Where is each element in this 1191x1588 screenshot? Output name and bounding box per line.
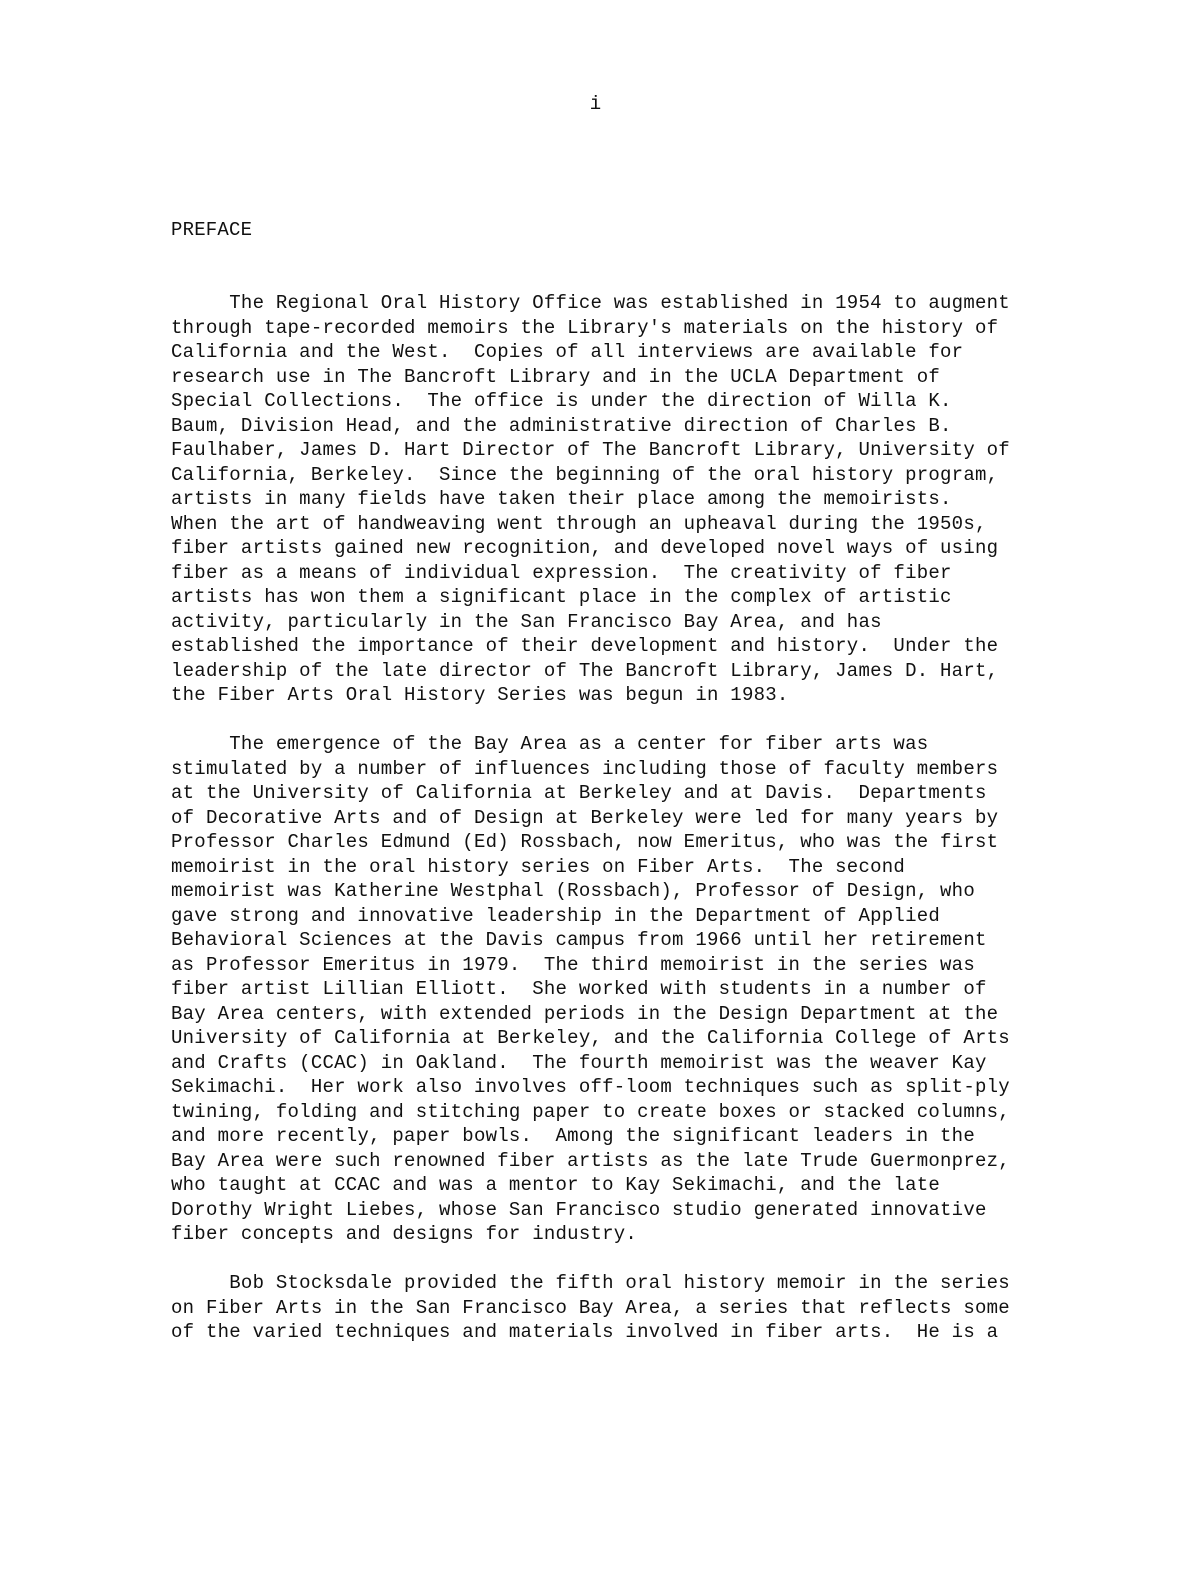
text-line: leadership of the late director of The Bancroft Library, James D. Hart, <box>171 659 999 682</box>
text-line: at the University of California at Berkeley and at Davis. Departments <box>171 782 987 804</box>
text-line: Special Collections. The office is under the direction of Willa K. <box>171 390 952 412</box>
text-line: Bay Area were such renowned fiber artists as the late Trude Guermonprez, <box>171 1149 1010 1172</box>
page-number: i <box>589 93 602 115</box>
text-line: as Professor Emeritus in 1979. The third memoirist in the series was <box>171 953 975 976</box>
text-line: and more recently, paper bowls. Among the significant leaders in the <box>171 1125 975 1147</box>
text-line: and Crafts (CCAC) in Oakland. The fourth memoirist was the weaver Kay <box>171 1051 987 1074</box>
text-line: artists in many fields have taken their place among the memoirists. <box>171 488 952 510</box>
text-line: California, Berkeley. Since the beginning of the oral history program, <box>171 463 999 486</box>
text-line: on Fiber Arts in the San Francisco Bay Area, a series that reflects some <box>171 1296 1010 1319</box>
text-line: fiber concepts and designs for industry. <box>171 1223 638 1245</box>
paragraph <box>171 1271 1071 1345</box>
text-line: the Fiber Arts Oral History Series was begun in 1983. <box>171 684 789 706</box>
text-line: Baum, Division Head, and the administrative direction of Charles B. <box>171 414 952 437</box>
document-body <box>171 291 1071 1369</box>
text-line: memoirist was Katherine Westphal (Rossbach), Professor of Design, who <box>171 880 975 902</box>
text-line: When the art of handweaving went through an upheaval during the 1950s, <box>171 512 987 535</box>
text-line: Professor Charles Edmund (Ed) Rossbach, now Emeritus, who was the first <box>171 831 999 853</box>
text-line: artists has won them a significant place in the complex of artistic <box>171 586 952 608</box>
text-line: The emergence of the Bay Area as a center for fiber arts was <box>171 733 929 755</box>
page-heading: PREFACE <box>171 219 253 241</box>
text-line: University of California at Berkeley, and the California College of Arts <box>171 1027 1010 1049</box>
text-line: California and the West. Copies of all interviews are available for <box>171 341 964 363</box>
text-line: activity, particularly in the San Francisco Bay Area, and has <box>171 610 882 633</box>
text-line: fiber artists gained new recognition, and developed novel ways of using <box>171 537 999 559</box>
text-line: research use in The Bancroft Library and in the UCLA Department of <box>171 365 941 388</box>
text-line: Sekimachi. Her work also involves off-loom techniques such as split-ply <box>171 1076 1010 1098</box>
text-line: Behavioral Sciences at the Davis campus from 1966 until her retirement <box>171 929 987 951</box>
text-line: of the varied techniques and materials involved in fiber arts. He is a <box>171 1321 999 1343</box>
text-line: fiber artist Lillian Elliott. She worked with students in a number of <box>171 978 987 1000</box>
text-line: Bob Stocksdale provided the fifth oral history memoir in the series <box>171 1272 1010 1294</box>
text-line: established the importance of their development and history. Under the <box>171 635 999 657</box>
text-line: Dorothy Wright Liebes, whose San Francisco studio generated innovative <box>171 1198 987 1221</box>
paragraph <box>171 732 1071 1247</box>
paragraph <box>171 291 1071 708</box>
text-line: through tape-recorded memoirs the Library's materials on the history of <box>171 316 999 339</box>
text-line: stimulated by a number of influences including those of faculty members <box>171 757 999 780</box>
text-line: twining, folding and stitching paper to create boxes or stacked columns, <box>171 1100 1010 1123</box>
text-line: gave strong and innovative leadership in the Department of Applied <box>171 904 941 927</box>
text-line: Faulhaber, James D. Hart Director of The Bancroft Library, University of <box>171 439 1010 461</box>
text-line: The Regional Oral History Office was established in 1954 to augment <box>171 292 1010 314</box>
text-line: of Decorative Arts and of Design at Berkeley were led for many years by <box>171 806 999 829</box>
text-line: memoirist in the oral history series on Fiber Arts. The second <box>171 855 906 878</box>
text-line: who taught at CCAC and was a mentor to Kay Sekimachi, and the late <box>171 1174 941 1196</box>
text-line: Bay Area centers, with extended periods in the Design Department at the <box>171 1002 999 1025</box>
text-line: fiber as a means of individual expression. The creativity of fiber <box>171 561 952 584</box>
